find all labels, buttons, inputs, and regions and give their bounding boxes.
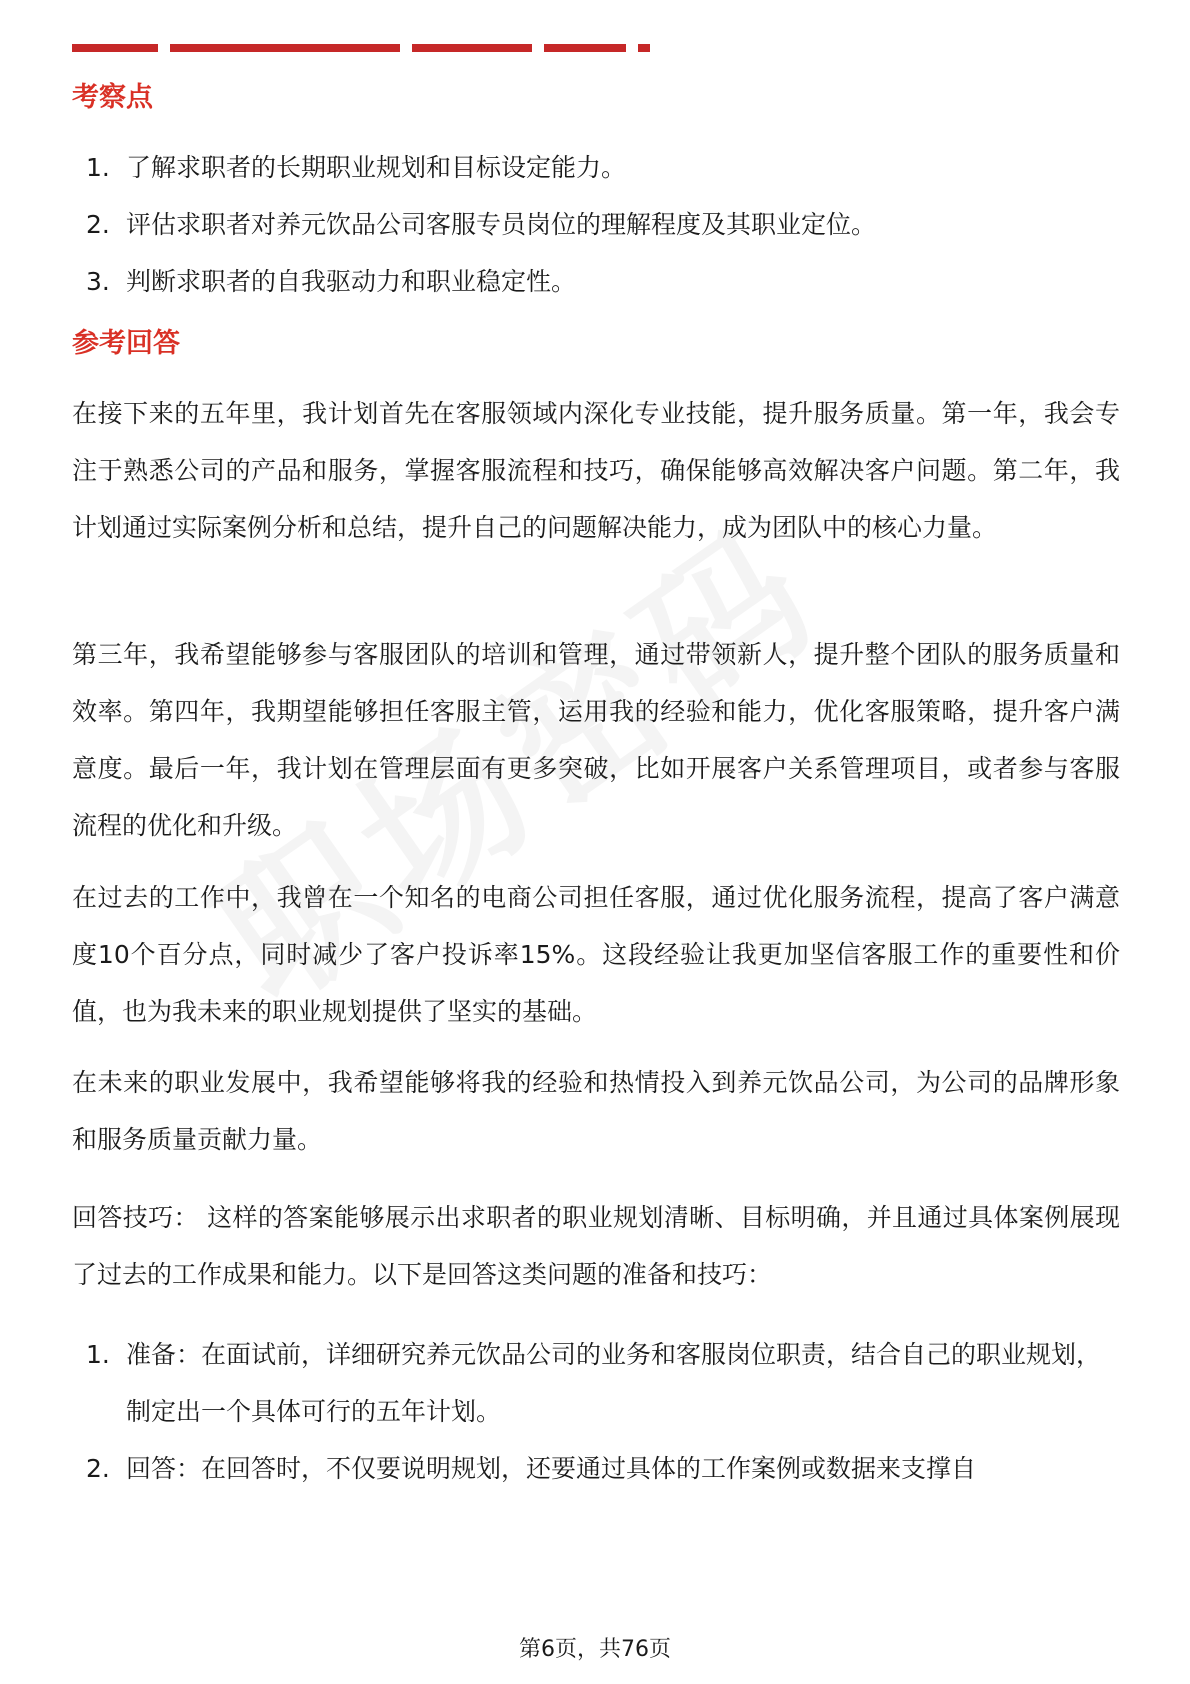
paragraph: 在未来的职业发展中，我希望能够将我的经验和热情投入到养元饮品公司，为公司的品牌形象和服务质量贡献力量。 [72, 1068, 1120, 1154]
list-item: 2. 回答：在回答时，不仅要说明规划，还要通过具体的工作案例或数据来支撑自 [86, 1454, 977, 1483]
page-footer: 第6页，共76页 [519, 1637, 671, 1662]
section-title-key-points: 考察点 [72, 82, 153, 113]
paragraph: 第三年，我希望能够参与客服团队的培训和管理，通过带领新人，提升整个团队的服务质量和效率。第四年，我期望能够担任客服主管，运用我的经验和能力，优化客服策略，提升客户满意度。最后一年，我计划在管理层面有更多突破，比如开展客户关系管理项目，或者参与客服流程的优化和升级。 [72, 640, 1120, 840]
section-title-reference-answer: 参考回答 [72, 328, 180, 359]
answer-tips-paragraph: 回答技巧： 这样的答案能够展示出求职者的职业规划清晰、目标明确，并且通过具体案例展现了过去的工作成果和能力。以下是回答这类问题的准备和技巧： [72, 1203, 1120, 1289]
list-item: 3. 判断求职者的自我驱动力和职业稳定性。 [86, 267, 577, 296]
cut-off-heading [72, 30, 712, 52]
paragraph: 在过去的工作中，我曾在一个知名的电商公司担任客服，通过优化服务流程，提高了客户满意度10个百分点，同时减少了客户投诉率15%。这段经验让我更加坚信客服工作的重要性和价值，也为我未来的职业规划提供了坚实的基础。 [72, 883, 1120, 1026]
list-item: 1. 准备：在面试前，详细研究养元饮品公司的业务和客服岗位职责，结合自己的职业规划，制定出一个具体可行的五年计划。 [86, 1340, 1102, 1426]
paragraph: 在接下来的五年里，我计划首先在客服领域内深化专业技能，提升服务质量。第一年，我会专注于熟悉公司的产品和服务，掌握客服流程和技巧，确保能够高效解决客户问题。第二年，我计划通过实际案例分析和总结，提升自己的问题解决能力，成为团队中的核心力量。 [72, 399, 1120, 542]
list-item: 2. 评估求职者对养元饮品公司客服专员岗位的理解程度及其职业定位。 [86, 210, 877, 239]
key-points-list [72, 139, 1122, 310]
list-item: 1. 了解求职者的长期职业规划和目标设定能力。 [86, 153, 627, 182]
tips-list [72, 1326, 1122, 1497]
